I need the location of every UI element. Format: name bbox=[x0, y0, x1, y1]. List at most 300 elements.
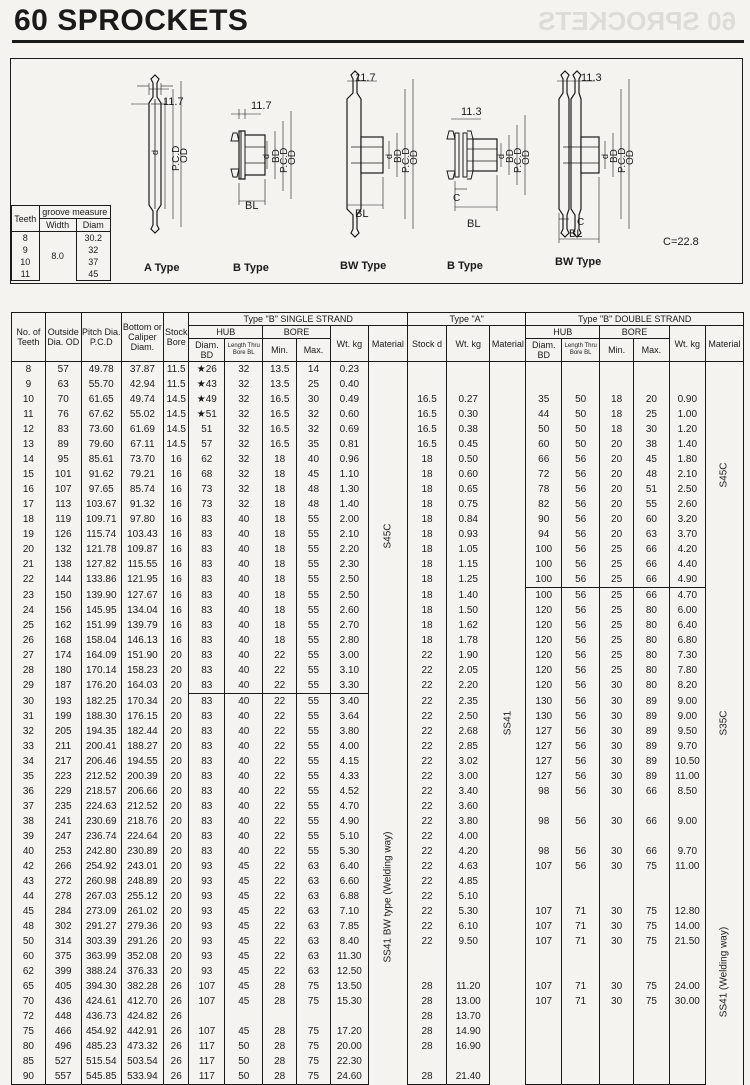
cell-single-bore-min: 22 bbox=[263, 663, 297, 678]
cell-single-wt: 20.00 bbox=[330, 1039, 368, 1054]
cell-double-hub-bl: 71 bbox=[562, 919, 600, 934]
cell-pitch-dia: 170.14 bbox=[81, 663, 121, 678]
dim-od: OD bbox=[287, 150, 298, 165]
cell-teeth: 32 bbox=[12, 724, 46, 739]
cell-single-wt: 3.40 bbox=[330, 694, 368, 710]
cell-teeth: 48 bbox=[12, 919, 46, 934]
cell-single-hub-bd: 83 bbox=[189, 709, 225, 724]
cell-teeth: 31 bbox=[12, 709, 46, 724]
cell-double-hub-bl: 56 bbox=[562, 467, 600, 482]
type-label: BW Type bbox=[340, 260, 387, 272]
cell-a-wt: 21.40 bbox=[447, 1069, 490, 1085]
cell-single-wt: 2.80 bbox=[330, 633, 368, 648]
col-outside-dia: Outside Dia. OD bbox=[45, 313, 81, 362]
cell-a-wt: 1.90 bbox=[447, 648, 490, 663]
cell-single-hub-bl: 45 bbox=[225, 994, 263, 1009]
cell-double-hub-bl bbox=[562, 964, 600, 979]
cell-pitch-dia: 109.71 bbox=[81, 512, 121, 527]
cell-a-stock-d: 18 bbox=[408, 527, 447, 542]
cell-a-stock-d: 18 bbox=[408, 633, 447, 648]
cell-a-wt: 1.05 bbox=[447, 542, 490, 557]
cell-double-hub-bd: 44 bbox=[526, 407, 562, 422]
cell-double-hub-bd bbox=[526, 964, 562, 979]
cell-teeth: 35 bbox=[12, 769, 46, 784]
cell-bottom-dia: 503.54 bbox=[121, 1054, 163, 1069]
cell-teeth: 16 bbox=[12, 482, 46, 497]
cell-single-hub-bl: 45 bbox=[225, 919, 263, 934]
cell-double-bore-max bbox=[633, 1054, 669, 1069]
cell-pitch-dia: 200.41 bbox=[81, 739, 121, 754]
cell-double-bore-max: 75 bbox=[633, 979, 669, 994]
cell-outside-dia: 314 bbox=[45, 934, 81, 949]
groove-diam-header: Diam bbox=[76, 219, 110, 232]
cell-double-wt: 1.00 bbox=[669, 407, 705, 422]
cell-single-bore-min: 28 bbox=[263, 1024, 297, 1039]
cell-outside-dia: 95 bbox=[45, 452, 81, 467]
cell-double-hub-bl: 50 bbox=[562, 407, 600, 422]
cell-double-hub-bd: 107 bbox=[526, 934, 562, 949]
cell-a-stock-d: 22 bbox=[408, 678, 447, 694]
cell-double-wt: 6.40 bbox=[669, 618, 705, 633]
dim-bl: BL bbox=[355, 208, 369, 220]
cell-double-hub-bd: 130 bbox=[526, 694, 562, 710]
cell-single-wt: 0.60 bbox=[330, 407, 368, 422]
cell-double-hub-bl: 56 bbox=[562, 724, 600, 739]
cell-single-wt: 1.30 bbox=[330, 482, 368, 497]
cell-double-bore-max bbox=[633, 1039, 669, 1054]
cell-double-hub-bd: 98 bbox=[526, 844, 562, 859]
cell-a-wt: 11.20 bbox=[447, 979, 490, 994]
dim-bd: BD bbox=[609, 149, 620, 163]
groove-diam: 45 bbox=[76, 268, 110, 281]
cell-double-hub-bd: 120 bbox=[526, 648, 562, 663]
cell-single-bore-min: 22 bbox=[263, 859, 297, 874]
cell-single-wt: 2.30 bbox=[330, 557, 368, 572]
cell-teeth: 13 bbox=[12, 437, 46, 452]
cell-a-stock-d: 28 bbox=[408, 994, 447, 1009]
cell-single-hub-bd: 117 bbox=[189, 1039, 225, 1054]
cell-single-wt: 0.23 bbox=[330, 362, 368, 378]
cell-a-wt: 14.90 bbox=[447, 1024, 490, 1039]
cell-double-wt: 4.40 bbox=[669, 557, 705, 572]
cell-double-hub-bl: 56 bbox=[562, 709, 600, 724]
cell-stock-bore: 20 bbox=[164, 769, 189, 784]
cell-bottom-dia: 67.11 bbox=[121, 437, 163, 452]
cell-outside-dia: 399 bbox=[45, 964, 81, 979]
cell-double-bore-max bbox=[633, 799, 669, 814]
cell-single-bore-max: 55 bbox=[297, 572, 331, 588]
cell-single-hub-bd: 107 bbox=[189, 979, 225, 994]
cell-a-wt: 0.93 bbox=[447, 527, 490, 542]
cell-outside-dia: 113 bbox=[45, 497, 81, 512]
cell-a-wt: 4.85 bbox=[447, 874, 490, 889]
cell-double-hub-bl bbox=[562, 874, 600, 889]
cell-double-hub-bd bbox=[526, 829, 562, 844]
cell-double-hub-bd: 127 bbox=[526, 754, 562, 769]
cell-single-hub-bl: 50 bbox=[225, 1054, 263, 1069]
cell-outside-dia: 126 bbox=[45, 527, 81, 542]
cell-a-stock-d: 22 bbox=[408, 694, 447, 710]
cell-double-wt: 2.60 bbox=[669, 497, 705, 512]
cell-bottom-dia: 103.43 bbox=[121, 527, 163, 542]
cell-bottom-dia: 85.74 bbox=[121, 482, 163, 497]
dim-pcd: P.C.D bbox=[617, 147, 628, 173]
cell-double-wt: 9.50 bbox=[669, 724, 705, 739]
cell-teeth: 38 bbox=[12, 814, 46, 829]
cell-single-bore-max: 55 bbox=[297, 542, 331, 557]
title-rule bbox=[12, 40, 744, 43]
cell-outside-dia: 63 bbox=[45, 377, 81, 392]
cell-double-hub-bd: 98 bbox=[526, 814, 562, 829]
cell-double-hub-bd: 35 bbox=[526, 392, 562, 407]
cell-pitch-dia: 61.65 bbox=[81, 392, 121, 407]
cell-single-hub-bl: 32 bbox=[225, 467, 263, 482]
cell-single-wt: 6.40 bbox=[330, 859, 368, 874]
dim-117: 11.7 bbox=[163, 96, 184, 108]
cell-teeth: 19 bbox=[12, 527, 46, 542]
cell-double-bore-min bbox=[600, 874, 634, 889]
cell-a-stock-d: 22 bbox=[408, 814, 447, 829]
cell-single-hub-bd: 83 bbox=[189, 814, 225, 829]
single-diam-bd: Diam. BD bbox=[189, 339, 225, 362]
cell-pitch-dia: 206.46 bbox=[81, 754, 121, 769]
cell-double-bore-min: 20 bbox=[600, 482, 634, 497]
cell-single-hub-bd: 68 bbox=[189, 467, 225, 482]
cell-bottom-dia: 61.69 bbox=[121, 422, 163, 437]
cell-stock-bore: 20 bbox=[164, 964, 189, 979]
cell-a-stock-d: 22 bbox=[408, 648, 447, 663]
cell-double-bore-max: 25 bbox=[633, 407, 669, 422]
dim-od: OD bbox=[179, 148, 190, 163]
cell-double-hub-bd: 100 bbox=[526, 588, 562, 604]
cell-pitch-dia: 133.86 bbox=[81, 572, 121, 588]
cell-double-wt: 3.20 bbox=[669, 512, 705, 527]
cell-double-hub-bd bbox=[526, 1009, 562, 1024]
cell-single-hub-bd: 83 bbox=[189, 829, 225, 844]
col-no-teeth: No. of Teeth bbox=[12, 313, 46, 362]
cell-a-stock-d: 18 bbox=[408, 618, 447, 633]
cell-pitch-dia: 545.85 bbox=[81, 1069, 121, 1085]
cell-teeth: 75 bbox=[12, 1024, 46, 1039]
cell-a-wt: 0.60 bbox=[447, 467, 490, 482]
double-bore-max: Max. bbox=[633, 339, 669, 362]
cell-double-hub-bl: 56 bbox=[562, 663, 600, 678]
cell-double-wt: 30.00 bbox=[669, 994, 705, 1009]
table-row bbox=[12, 362, 744, 378]
cell-single-bore-max: 63 bbox=[297, 919, 331, 934]
cell-a-wt: 9.50 bbox=[447, 934, 490, 949]
cell-double-bore-min: 25 bbox=[600, 572, 634, 588]
cell-single-hub-bl: 32 bbox=[225, 377, 263, 392]
cell-single-wt: 22.30 bbox=[330, 1054, 368, 1069]
cell-single-bore-max: 48 bbox=[297, 497, 331, 512]
dim-bd: BD bbox=[505, 149, 516, 163]
cell-a-wt: 2.68 bbox=[447, 724, 490, 739]
cell-outside-dia: 448 bbox=[45, 1009, 81, 1024]
cell-single-hub-bl: 40 bbox=[225, 844, 263, 859]
cell-a-wt: 1.15 bbox=[447, 557, 490, 572]
dim-117: 11.7 bbox=[355, 72, 376, 84]
cell-single-wt: 0.49 bbox=[330, 392, 368, 407]
cell-a-wt: 2.35 bbox=[447, 694, 490, 710]
cell-pitch-dia: 97.65 bbox=[81, 482, 121, 497]
cell-a-stock-d: 18 bbox=[408, 588, 447, 604]
cell-single-wt: 5.10 bbox=[330, 829, 368, 844]
cell-single-hub-bl: 32 bbox=[225, 392, 263, 407]
cell-a-wt: 4.20 bbox=[447, 844, 490, 859]
cell-single-bore-min: 22 bbox=[263, 934, 297, 949]
cell-outside-dia: 132 bbox=[45, 542, 81, 557]
cell-single-bore-max: 55 bbox=[297, 588, 331, 604]
cell-single-bore-max: 55 bbox=[297, 663, 331, 678]
cell-a-wt: 3.80 bbox=[447, 814, 490, 829]
cell-single-wt: 0.40 bbox=[330, 377, 368, 392]
cell-bottom-dia: 115.55 bbox=[121, 557, 163, 572]
cell-a-wt bbox=[447, 377, 490, 392]
cell-teeth: 85 bbox=[12, 1054, 46, 1069]
cell-a-stock-d: 22 bbox=[408, 799, 447, 814]
cell-a-wt: 2.50 bbox=[447, 709, 490, 724]
a-wt-header: Wt. kg bbox=[447, 326, 490, 362]
cell-single-bore-min: 18 bbox=[263, 572, 297, 588]
cell-double-bore-max: 89 bbox=[633, 739, 669, 754]
cell-single-wt: 24.60 bbox=[330, 1069, 368, 1085]
cell-single-hub-bl: 40 bbox=[225, 588, 263, 604]
cell-double-hub-bl bbox=[562, 1009, 600, 1024]
cell-single-bore-min: 18 bbox=[263, 527, 297, 542]
cell-double-bore-min: 30 bbox=[600, 709, 634, 724]
cell-double-bore-min: 25 bbox=[600, 663, 634, 678]
sprocket-a-type bbox=[131, 75, 190, 274]
cell-double-bore-min: 30 bbox=[600, 859, 634, 874]
groove-width: 8.0 bbox=[39, 232, 76, 281]
cell-single-bore-max: 55 bbox=[297, 784, 331, 799]
cell-single-hub-bl: 40 bbox=[225, 618, 263, 633]
cell-a-wt: 0.84 bbox=[447, 512, 490, 527]
cell-double-wt bbox=[669, 1054, 705, 1069]
cell-stock-bore: 20 bbox=[164, 829, 189, 844]
cell-stock-bore: 26 bbox=[164, 979, 189, 994]
cell-stock-bore: 20 bbox=[164, 874, 189, 889]
cell-double-hub-bd bbox=[526, 1054, 562, 1069]
dim-c: C bbox=[577, 217, 585, 228]
cell-double-bore-min: 25 bbox=[600, 542, 634, 557]
cell-pitch-dia: 242.80 bbox=[81, 844, 121, 859]
cell-single-hub-bl: 32 bbox=[225, 437, 263, 452]
cell-teeth: 65 bbox=[12, 979, 46, 994]
cell-double-hub-bl: 56 bbox=[562, 694, 600, 710]
cell-single-hub-bd: 107 bbox=[189, 1024, 225, 1039]
cell-single-bore-max: 25 bbox=[297, 377, 331, 392]
cell-pitch-dia: 260.98 bbox=[81, 874, 121, 889]
cell-bottom-dia: 424.82 bbox=[121, 1009, 163, 1024]
cell-double-bore-min: 20 bbox=[600, 512, 634, 527]
cell-double-bore-max: 75 bbox=[633, 904, 669, 919]
cell-double-wt: 7.30 bbox=[669, 648, 705, 663]
cell-double-wt: 1.40 bbox=[669, 437, 705, 452]
cell-outside-dia: 168 bbox=[45, 633, 81, 648]
cell-double-wt bbox=[669, 1024, 705, 1039]
cell-double-bore-max: 45 bbox=[633, 452, 669, 467]
cell-single-bore-min: 22 bbox=[263, 964, 297, 979]
cell-stock-bore: 16 bbox=[164, 497, 189, 512]
cell-stock-bore: 20 bbox=[164, 919, 189, 934]
cell-bottom-dia: 73.70 bbox=[121, 452, 163, 467]
cell-double-bore-max: 75 bbox=[633, 919, 669, 934]
cell-single-bore-max: 55 bbox=[297, 739, 331, 754]
cell-single-bore-max bbox=[297, 1009, 331, 1024]
cell-pitch-dia: 188.30 bbox=[81, 709, 121, 724]
cell-double-hub-bd: 120 bbox=[526, 603, 562, 618]
cell-outside-dia: 205 bbox=[45, 724, 81, 739]
cell-a-stock-d: 28 bbox=[408, 1009, 447, 1024]
cell-single-bore-max: 55 bbox=[297, 709, 331, 724]
cell-outside-dia: 193 bbox=[45, 694, 81, 710]
cell-pitch-dia: 267.03 bbox=[81, 889, 121, 904]
cell-double-wt: 9.00 bbox=[669, 814, 705, 829]
cell-single-wt: 6.88 bbox=[330, 889, 368, 904]
cell-teeth: 20 bbox=[12, 542, 46, 557]
cell-outside-dia: 223 bbox=[45, 769, 81, 784]
cell-single-bore-max: 35 bbox=[297, 437, 331, 452]
dim-bl: BL bbox=[245, 200, 259, 212]
single-length-thru: Length Thru Bore BL bbox=[225, 339, 263, 362]
cell-teeth: 72 bbox=[12, 1009, 46, 1024]
cell-single-bore-min: 22 bbox=[263, 769, 297, 784]
cell-a-stock-d: 16.5 bbox=[408, 422, 447, 437]
cell-single-hub-bd: 93 bbox=[189, 934, 225, 949]
cell-single-bore-min: 22 bbox=[263, 754, 297, 769]
dim-c: C bbox=[453, 193, 461, 204]
cell-outside-dia: 241 bbox=[45, 814, 81, 829]
cell-stock-bore: 20 bbox=[164, 694, 189, 710]
cell-bottom-dia: 134.04 bbox=[121, 603, 163, 618]
cell-stock-bore: 11.5 bbox=[164, 377, 189, 392]
cell-teeth: 23 bbox=[12, 588, 46, 604]
cell-pitch-dia: 55.70 bbox=[81, 377, 121, 392]
cell-a-wt: 2.05 bbox=[447, 663, 490, 678]
cell-outside-dia: 375 bbox=[45, 949, 81, 964]
a-stock-header: Stock d bbox=[408, 326, 447, 362]
cell-double-bore-min: 30 bbox=[600, 784, 634, 799]
double-bore-min: Min. bbox=[600, 339, 634, 362]
cell-single-hub-bd: 83 bbox=[189, 694, 225, 710]
cell-double-bore-max: 63 bbox=[633, 527, 669, 542]
cell-single-hub-bd: 83 bbox=[189, 769, 225, 784]
cell-single-wt: 7.10 bbox=[330, 904, 368, 919]
c-note: C=22.8 bbox=[663, 236, 699, 248]
cell-single-bore-max: 55 bbox=[297, 618, 331, 633]
cell-single-wt: 5.30 bbox=[330, 844, 368, 859]
cell-single-hub-bl: 40 bbox=[225, 814, 263, 829]
cell-single-wt: 0.81 bbox=[330, 437, 368, 452]
cell-single-bore-min: 16.5 bbox=[263, 392, 297, 407]
cell-outside-dia: 162 bbox=[45, 618, 81, 633]
cell-double-bore-min: 30 bbox=[600, 754, 634, 769]
page-title: 60 SPROCKETS bbox=[14, 4, 249, 37]
cell-a-wt: 1.25 bbox=[447, 572, 490, 588]
cell-single-bore-min: 18 bbox=[263, 467, 297, 482]
cell-single-bore-min: 22 bbox=[263, 814, 297, 829]
cell-bottom-dia: 194.55 bbox=[121, 754, 163, 769]
cell-single-hub-bl: 45 bbox=[225, 934, 263, 949]
dim-od: OD bbox=[521, 150, 532, 165]
cell-double-wt: 11.00 bbox=[669, 859, 705, 874]
cell-single-hub-bd: 83 bbox=[189, 542, 225, 557]
cell-a-stock-d: 22 bbox=[408, 663, 447, 678]
cell-single-bore-max: 75 bbox=[297, 1069, 331, 1085]
cell-single-bore-max: 40 bbox=[297, 452, 331, 467]
cell-stock-bore: 20 bbox=[164, 889, 189, 904]
cell-double-hub-bd: 82 bbox=[526, 497, 562, 512]
cell-single-hub-bl: 40 bbox=[225, 527, 263, 542]
cell-single-hub-bl: 40 bbox=[225, 739, 263, 754]
cell-double-wt bbox=[669, 964, 705, 979]
cell-outside-dia: 199 bbox=[45, 709, 81, 724]
cell-pitch-dia: 273.09 bbox=[81, 904, 121, 919]
cell-outside-dia: 101 bbox=[45, 467, 81, 482]
dim-pcd: P.C.D bbox=[401, 147, 412, 173]
cell-double-bore-max: 89 bbox=[633, 709, 669, 724]
dim-d: d bbox=[384, 153, 394, 159]
dim-d: d bbox=[496, 153, 506, 159]
cell-outside-dia: 180 bbox=[45, 663, 81, 678]
cell-single-hub-bl bbox=[225, 1009, 263, 1024]
cell-single-wt: 0.69 bbox=[330, 422, 368, 437]
cell-pitch-dia: 454.92 bbox=[81, 1024, 121, 1039]
cell-double-bore-min: 25 bbox=[600, 603, 634, 618]
cell-a-stock-d: 18 bbox=[408, 452, 447, 467]
cell-bottom-dia: 182.44 bbox=[121, 724, 163, 739]
cell-a-stock-d: 28 bbox=[408, 1024, 447, 1039]
cell-stock-bore: 16 bbox=[164, 452, 189, 467]
cell-outside-dia: 302 bbox=[45, 919, 81, 934]
cell-single-hub-bl: 32 bbox=[225, 482, 263, 497]
cell-single-bore-min: 16.5 bbox=[263, 422, 297, 437]
cell-double-hub-bl: 71 bbox=[562, 979, 600, 994]
cell-double-hub-bd: 127 bbox=[526, 739, 562, 754]
cell-a-wt: 0.27 bbox=[447, 392, 490, 407]
cell-single-hub-bd: 93 bbox=[189, 874, 225, 889]
cell-pitch-dia: 67.62 bbox=[81, 407, 121, 422]
cell-bottom-dia: 376.33 bbox=[121, 964, 163, 979]
cell-a-stock-d: 18 bbox=[408, 467, 447, 482]
cell-double-wt: 4.70 bbox=[669, 588, 705, 604]
cell-double-wt: 6.00 bbox=[669, 603, 705, 618]
cell-double-bore-max: 66 bbox=[633, 572, 669, 588]
cell-single-bore-min: 18 bbox=[263, 633, 297, 648]
cell-double-wt bbox=[669, 1039, 705, 1054]
cell-double-bore-max: 89 bbox=[633, 694, 669, 710]
cell-bottom-dia: 230.89 bbox=[121, 844, 163, 859]
cell-single-hub-bd: 73 bbox=[189, 482, 225, 497]
groove-teeth: 11 bbox=[12, 268, 40, 281]
cell-single-bore-max: 55 bbox=[297, 648, 331, 663]
material-double-s45c-label: S45C bbox=[718, 462, 730, 488]
single-bore-header: BORE bbox=[263, 326, 331, 339]
cell-double-wt: 12.80 bbox=[669, 904, 705, 919]
cell-bottom-dia: 279.36 bbox=[121, 919, 163, 934]
cell-a-wt: 1.50 bbox=[447, 603, 490, 618]
cell-double-bore-min bbox=[600, 964, 634, 979]
cell-stock-bore: 20 bbox=[164, 799, 189, 814]
cell-single-hub-bl: 40 bbox=[225, 709, 263, 724]
cell-teeth: 44 bbox=[12, 889, 46, 904]
cell-bottom-dia: 37.87 bbox=[121, 362, 163, 378]
cell-double-bore-min: 30 bbox=[600, 919, 634, 934]
cell-single-bore-min: 16.5 bbox=[263, 407, 297, 422]
cell-stock-bore: 20 bbox=[164, 709, 189, 724]
